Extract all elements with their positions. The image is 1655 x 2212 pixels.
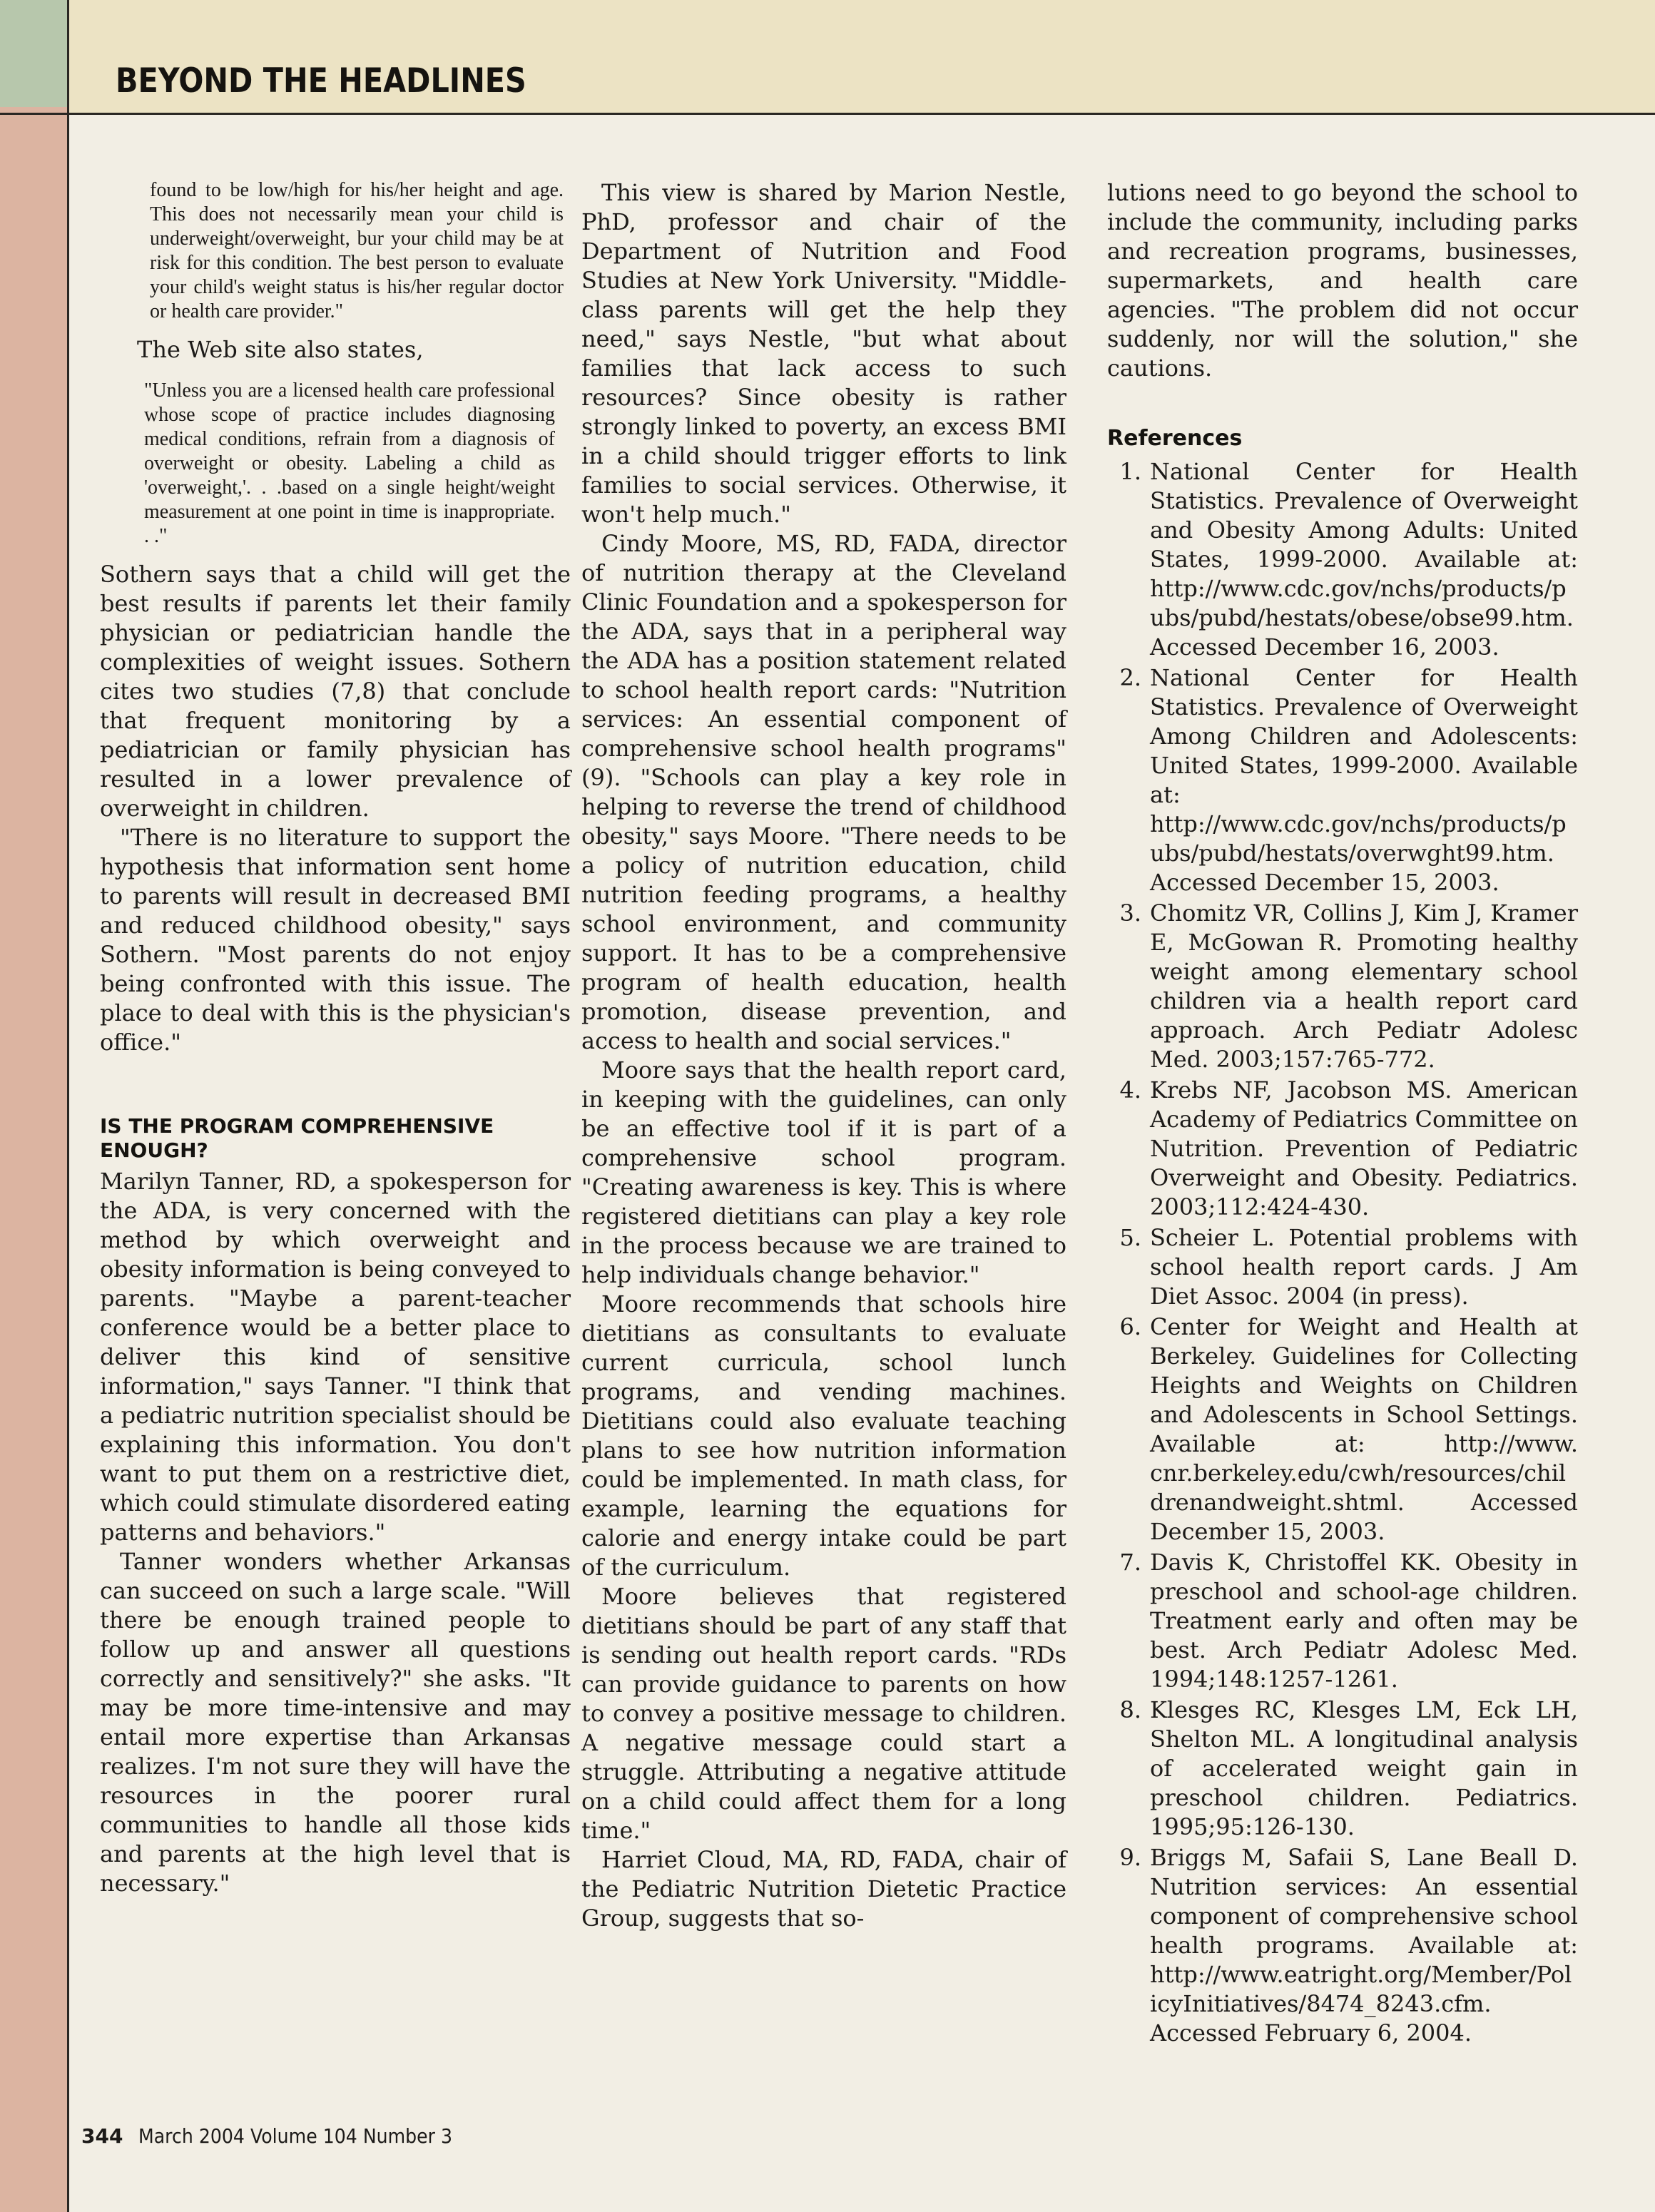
references-heading: References — [1107, 426, 1243, 451]
column-1 — [100, 178, 571, 1898]
reference-text: Davis K, Christoffel KK. Obesity in preschool and school-age children. Treatment early and often may be best. Arch Pediatr Adolesc Med. 1994;148:1257-1261. — [1150, 1549, 1578, 1693]
page-footer — [81, 2124, 487, 2148]
corner-color-block — [0, 0, 67, 107]
body-paragraph: This view is shared by Marion Nestle, PhD, professor and chair of the Department of Nutrition and Food Studies at New York University. "Middle-class parents will get the help they need," says Nestle, "but what about families that lack access to such resources? Since obesity is rather strongly linked to poverty, an excess BMI in a child should trigger efforts to link families to social services. Otherwise, it won't help much." — [581, 179, 1066, 528]
reference-text: Klesges RC, Klesges LM, Eck LH, Shelton ML. A longitudinal analysis of accelerated weight gain in preschool children. Pediatrics. 1995;95:126-130. — [1150, 1696, 1578, 1840]
section-title: BEYOND THE HEADLINES — [116, 61, 526, 101]
reference-item — [1107, 1223, 1578, 1311]
reference-text: National Center for Health Statistics. Prevalence of Overweight Among Children and Adolescents: United States, 1999-2000. Available at: http://www.cdc.gov/nchs/products/pubs/pubd/hestats/overwght99.htm. Accessed December 15, 2003. — [1150, 664, 1578, 896]
side-color-band — [0, 107, 67, 2212]
body-paragraph: "There is no literature to support the hypothesis that information sent home to parents will result in decreased BMI and reduced childhood obesity," says Sothern. "Most parents do not enjoy being confronted with this issue. The place to deal with this is the physician's office." — [100, 824, 571, 1056]
reference-number: 5. — [1119, 1224, 1141, 1251]
reference-item — [1107, 1548, 1578, 1694]
reference-item — [1107, 1313, 1578, 1546]
body-paragraph: Moore recommends that schools hire dietitians as consultants to evaluate current curricula, school lunch programs, and vending machines. Dietitians could also evaluate teaching plans to see how nutrition information could be implemented. In math class, for example, learning the equations for calorie and energy intake could be part of the curriculum. — [581, 1290, 1066, 1581]
column-2 — [581, 178, 1066, 1933]
reference-item — [1107, 1696, 1578, 1842]
reference-number: 4. — [1119, 1076, 1141, 1104]
reference-number: 7. — [1119, 1549, 1141, 1576]
body-paragraph: Harriet Cloud, MA, RD, FADA, chair of the Pediatric Nutrition Dietetic Practice Group, suggests that so- — [581, 1846, 1066, 1932]
body-paragraph: Tanner wonders whether Arkansas can succeed on such a large scale. "Will there be enough trained people to follow up and answer all questions correctly and sensitively?" she asks. "It may be more time-intensive and may entail more expertise than Arkansas realizes. I'm not sure they will have the resources in the poorer rural communities to handle all those kids and parents at the high level that is necessary." — [100, 1548, 571, 1897]
reference-item — [1107, 663, 1578, 897]
reference-number: 1. — [1119, 458, 1141, 485]
reference-number: 9. — [1119, 1844, 1141, 1871]
reference-text: National Center for Health Statistics. Prevalence of Overweight and Obesity Among Adults: United States, 1999-2000. Available at: http://www.cdc.gov/nchs/products/pubs/pubd/hestats/obese/obse99.htm. Accessed December 16, 2003. — [1150, 458, 1578, 661]
block-quote-1: found to be low/high for his/her height and age. This does not necessarily mean your child is underweight/overweight, bur your child may be at risk for this condition. The best person to evaluate your child's weight status is his/her regular doctor or health care provider." — [150, 179, 564, 322]
issue-info: March 2004 Volume 104 Number 3 — [138, 2124, 453, 2148]
body-paragraph: lutions need to go beyond the school to include the community, including parks and recreation programs, businesses, supermarkets, and health care agencies. "The problem did not occur suddenly, nor will the solution," she cautions. — [1107, 179, 1578, 382]
column-3 — [1107, 178, 1578, 2049]
header-rule — [0, 113, 1655, 115]
block-quote-2: "Unless you are a licensed health care professional whose scope of practice includes diagnosing medical conditions, refrain from a diagnosis of overweight or obesity. Labeling a child as 'overweight,'. . .based on a single height/weight measurement at one point in time is inappropriate. . ." — [144, 379, 555, 547]
reference-item — [1107, 1843, 1578, 2048]
references-list — [1107, 457, 1578, 2048]
reference-text: Center for Weight and Health at Berkeley. Guidelines for Collecting Heights and Weights on Children and Adolescents in School Settings. Available at: http://www. cnr.berkeley.edu/cwh/resources/childrenandweight.shtml. Accessed December 15, 2003. — [1150, 1313, 1578, 1545]
reference-number: 6. — [1119, 1313, 1141, 1340]
reference-text: Krebs NF, Jacobson MS. American Academy of Pediatrics Committee on Nutrition. Prevention of Pediatric Overweight and Obesity. Pediatrics. 2003;112:424-430. — [1150, 1076, 1578, 1220]
reference-item — [1107, 457, 1578, 662]
reference-text: Briggs M, Safaii S, Lane Beall D. Nutrition services: An essential component of comprehensive school health programs. Available at: http://www.eatright.org/Member/PolicyInitiatives/8474_8243.cfm. Accessed February 6, 2004. — [1150, 1844, 1578, 2047]
reference-text: Chomitz VR, Collins J, Kim J, Kramer E, McGowan R. Promoting healthy weight among elementary school children via a health report card approach. Arch Pediatr Adolesc Med. 2003;157:765-772. — [1150, 899, 1578, 1073]
body-paragraph: Moore believes that registered dietitians should be part of any staff that is sending out health report cards. "RDs can provide guidance to parents on how to convey a positive message to children. A negative message could start a struggle. Attributing a negative attitude on a child could affect them for a long time." — [581, 1583, 1066, 1844]
body-paragraph: Cindy Moore, MS, RD, FADA, director of nutrition therapy at the Cleveland Clinic Foundation and a spokesperson for the ADA, says that in a peripheral way the ADA has a position statement related to school health report cards: "Nutrition services: An essential component of comprehensive school health programs" (9). "Schools can play a key role in helping to reverse the trend of childhood obesity," says Moore. "There needs to be a policy of nutrition education, child nutrition feeding programs, a healthy school environment, and community support. It has to be a comprehensive program of health education, health promotion, disease prevention, and access to health and social services." — [581, 530, 1066, 1054]
side-rule — [67, 0, 69, 2212]
reference-number: 3. — [1119, 899, 1141, 927]
reference-item — [1107, 1076, 1578, 1222]
subhead: IS THE PROGRAM COMPREHENSIVE ENOUGH? — [100, 1114, 494, 1162]
body-paragraph: Sothern says that a child will get the best results if parents let their family physician or pediatrician handle the complexities of weight issues. Sothern cites two studies (7,8) that conclude that frequent monitoring by a pediatrician or family physician has resulted in a lower prevalence of overweight in children. — [100, 561, 571, 822]
body-paragraph: Moore says that the health report card, in keeping with the guidelines, can only be an effective tool if it is part of a comprehensive school program. "Creating awareness is key. This is where registered dietitians can play a key role in the process because we are trained to help individuals change behavior." — [581, 1056, 1066, 1288]
page-number: 344 — [81, 2124, 123, 2148]
body-paragraph: Marilyn Tanner, RD, a spokesperson for the ADA, is very concerned with the method by which overweight and obesity information is being conveyed to parents. "Maybe a parent-teacher conference would be a better place to deliver this kind of sensitive information," says Tanner. "I think that a pediatric nutrition specialist should be explaining this information. You don't want to put them on a restrictive diet, which could stimulate disordered eating patterns and behaviors." — [100, 1168, 571, 1546]
lead-in-text: The Web site also states, — [137, 336, 424, 363]
reference-number: 2. — [1119, 664, 1141, 691]
reference-text: Scheier L. Potential problems with school health report cards. J Am Diet Assoc. 2004 (in press). — [1150, 1224, 1578, 1310]
reference-item — [1107, 899, 1578, 1074]
reference-number: 8. — [1119, 1696, 1141, 1723]
